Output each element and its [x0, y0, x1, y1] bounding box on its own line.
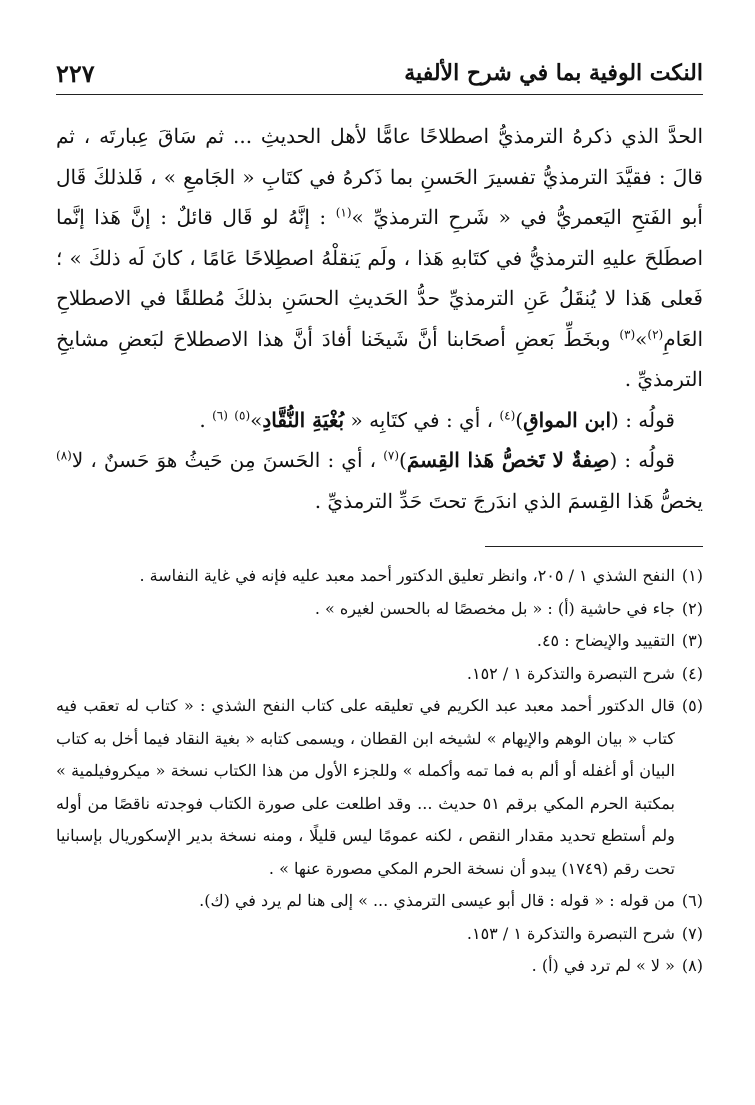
footnote: (٥) قال الدكتور أحمد معبد عبد الكريم في تعليقه على كتاب النفح الشذي : « كتاب له تعقب فيه كتاب « بيان الوهم والإيهام » لشيخه ابن القطان ، ويسمى كتابه « بغية النقاد فيما أخل به كتاب البيان أو أغفله أو ألم به فما تمه وأكمله » وللجزء الأول من هذا الكتاب نسخة « ميكروفيلمية » بمكتبة الحرم المكي برقم ٥١ حديث ... وقد اطلعت على صورة الكتاب فوجدته ناقصًا من أوله ولم أستطع تحديد مقدار النقص ، لكنه عمومًا ليس قليلًا ، ومنه نسخة بدير الإسكوريال بإسبانيا تحت رقم (١٧٤٩) يبدو أن نسخة الحرم المكي مصورة عنها » . [56, 696, 703, 878]
footnote: (١) النفح الشذي ١ / ٢٠٥، وانظر تعليق الدكتور أحمد معبد عليه فإنه في غاية النفاسة . [139, 566, 703, 585]
page-number: ٢٢٧ [56, 58, 95, 88]
footnote-divider [485, 546, 703, 547]
quoted-term: صِفةٌ لا تَخصُّ هَذا القِسمَ [406, 448, 610, 472]
paragraph: قولُه : (صِفةٌ لا تَخصُّ هَذا القِسمَ)$^{(٧)}$ ، أي : الحَسنَ مِن حَيثُ هوَ حَسنٌ ، لا$^{(٨)}$ يخصُّ هَذا القِسمَ الذي اندَرجَ تحتَ حَدِّ الترمذيِّ . [56, 448, 703, 513]
book-title: بُغْيَةِ النُّقَّادِ [262, 407, 345, 432]
quoted-term: ابن المواقِ [523, 407, 612, 432]
footnote: (٨) « لا » لم ترد في (أ) . [531, 956, 703, 975]
footnote: (٢) جاء في حاشية (أ) : « بل مخصصًا له بالحسن لغيره » . [314, 598, 703, 618]
running-title: النكت الوفية بما في شرح الألفية [404, 60, 703, 86]
footnote: (٧) شرح التبصرة والتذكرة ١ / ١٥٣. [466, 923, 703, 943]
footnotes [56, 560, 703, 983]
footnote: (٣) التقييد والإيضاح : ٤٥. [536, 631, 703, 650]
paragraph: قولُه : (ابن المواقِ)$^{(٤)}$ ، أي : في كتَابِه « بُغْيَةِ النُّقَّادِ»$^{(٥)}$ $^{(٦)}$ . [199, 407, 675, 432]
footnote-marker: (٣) [619, 326, 636, 341]
main-text [56, 116, 703, 521]
page-header [56, 52, 703, 95]
footnote: (٤) شرح التبصرة والتذكرة ١ / ١٥٢. [466, 663, 703, 683]
footnote-marker: (٦) [212, 407, 228, 422]
footnote-marker: (١) [335, 205, 352, 220]
footnote-marker: (٤) [499, 407, 516, 422]
footnote: (٦) من قوله : « قوله : قال أبو عيسى الترمذي ... » إلى هنا لم يرد في (ك). [199, 891, 703, 910]
footnote-marker: (٥) [234, 407, 251, 422]
footnote-marker: (٧) [383, 448, 400, 463]
footnote-marker: (٢) [647, 326, 664, 341]
footnote-marker: (٨) [56, 448, 72, 463]
paragraph: الحدَّ الذي ذكرهُ الترمذيُّ اصطلاحًا عامًّا لأهل الحديثِ ... ثم سَاقَ عِبارتَه ، ثم قالَ : فقيَّدَ الترمذيُّ تفسيرَ الحَسنِ بما ذَكرهُ في كتَابِ « الجَامعِ » ، فَلذلكَ قَال أبو الفَتحِ اليَعمريُّ في « شَرحِ الترمذيِّ »$^{(١)}$ : إنَّهُ لو قَال قائلٌ : إنَّ هَذا إنَّما اصطَلحَ عليهِ الترمذيُّ في كتَابهِ هَذا ، ولَم يَنقلْهُ اصطِلاحًا عَامًا ، كانَ لَه ذلكَ » ؛ فَعلى هَذا لا يُنقَلُ عَنِ الترمذيِّ حدُّ الحَديثِ الحسَنِ بذلكَ مُطلقًا في الاصطلاحِ العَامِ$^{(٢)}$»$^{(٣)}$ وبخَطِّ بَعضِ أصحَابنا أنَّ شَيخَنا أفادَ أنَّ هذا الاصطلاحَ لبَعضِ مشايخِ الترمذيِّ . [56, 124, 703, 391]
